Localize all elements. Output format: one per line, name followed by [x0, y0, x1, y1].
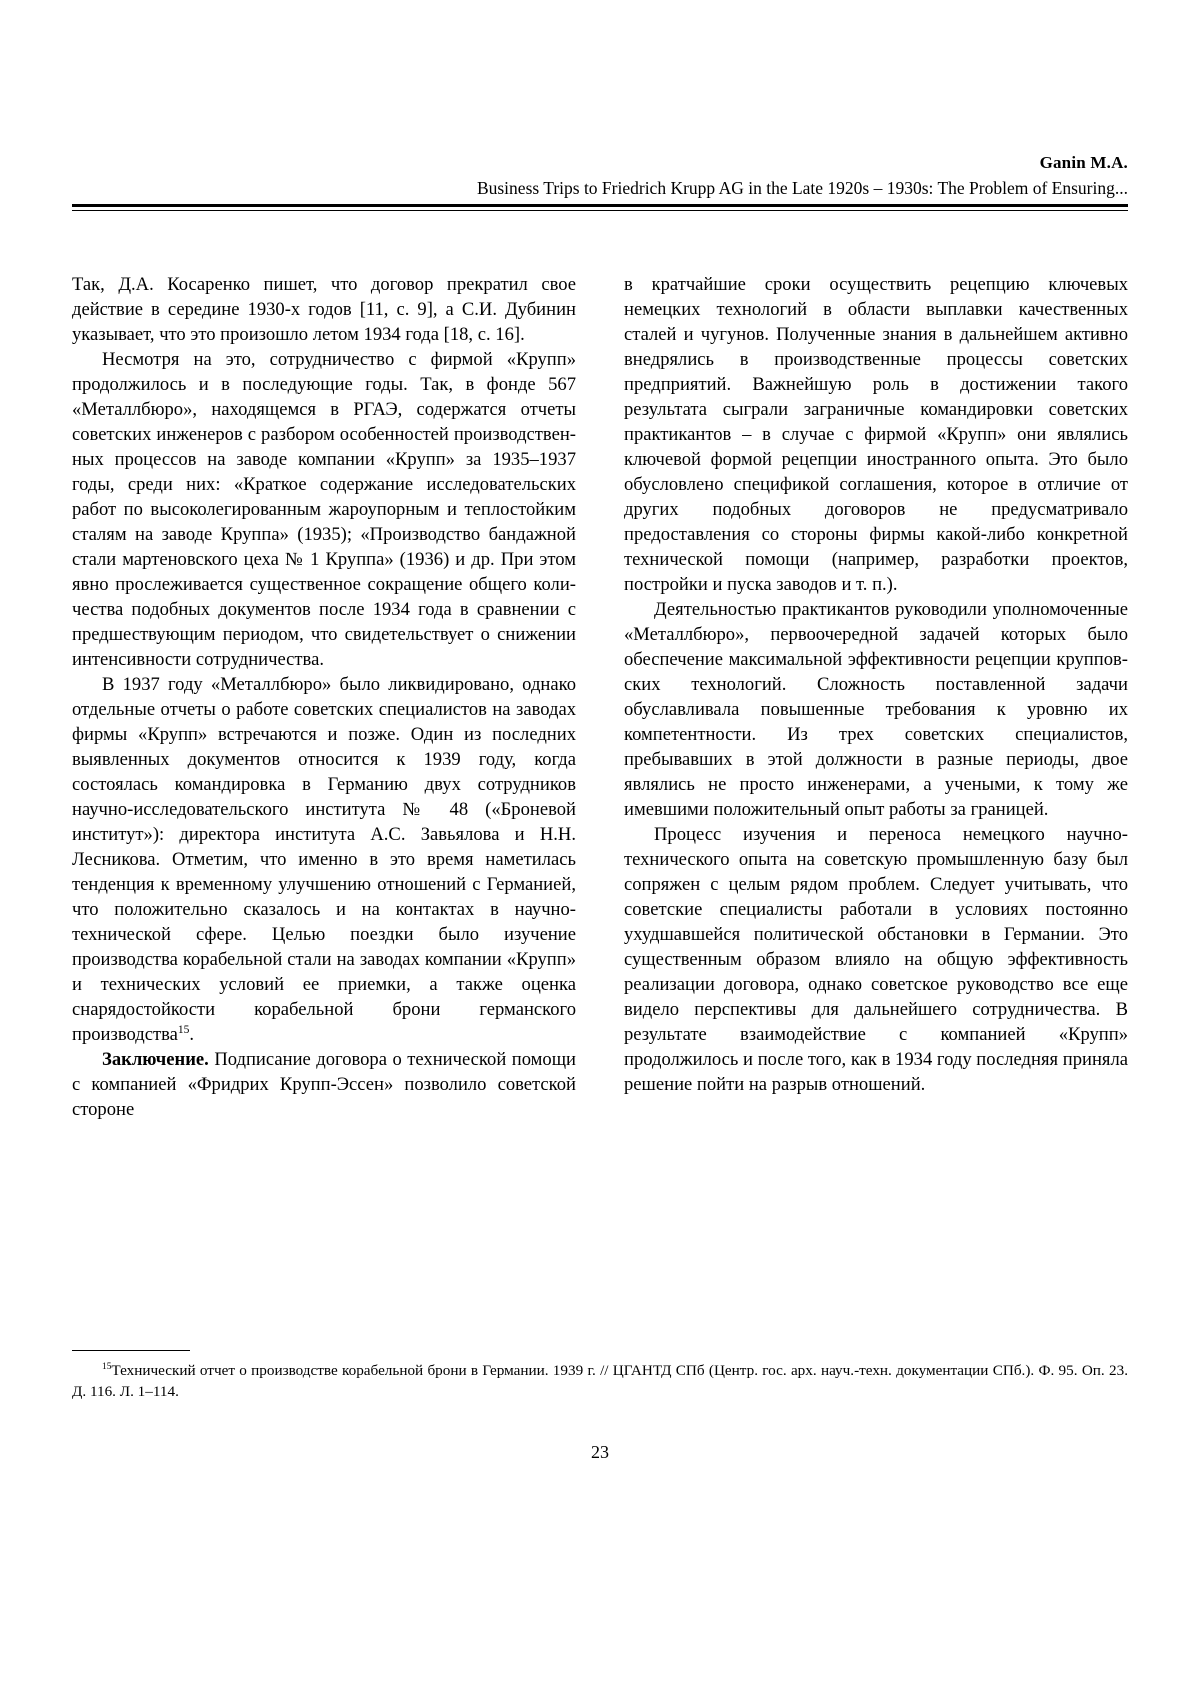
footnote-reference: 15	[177, 1023, 190, 1036]
running-head-title: Business Trips to Friedrich Krupp AG in the Late 1920s – 1930s: The Problem of Ensuring...	[476, 178, 1128, 199]
divider-thin-line	[72, 210, 1128, 212]
paragraph-text: В 1937 году «Металлбюро» было ликвидировано, однако отдельные отчеты о работе советских специалистов на заводах фирмы «Крупп» встречаются и позже. Один из последних выявленных документов относится к 1939 году, когда состоялась командировка в Германию двух сотрудников научно-исследовательского института № 48 («Броневой институт»): директора института А.С. Завьялова и Н.Н. Лесникова. Отметим, что именно в это время наметилась тенденция к временному улучшению отношений с Германией, что положительно сказалось и на контактах в научно-технической сфере. Целью поездки было изучение производства корабельной стали на заводах компании «Крупп» и технических условий ее приемки, а также оценка снарядостойкости корабельной брони германского производства	[72, 674, 576, 1045]
paragraph: Несмотря на это, сотрудничество с фирмой «Крупп» продолжилось и в последующие годы. Так, в фонде 567 «Металлбюро», находящемся в РГАЭ, содержатся отчеты советских инженеров с разбором особенностей производственных процессов на заводе компании «Крупп» за 1935–1937 годы, среди них: «Краткое содержание исследовательских работ по высоколегированным жароупорным и теплостойким сталям на заводе Круппа» (1935); «Производство бандажной стали мартеновского цеха № 1 Круппа» (1936) и др. При этом явно прослеживается существенное сокращение общего количества подобных документов после 1934 года в сравнении с предшествующим периодом, что свидетельствует о снижении интенсивности сотрудничества.	[72, 349, 576, 670]
two-column-body	[72, 272, 1128, 1122]
conclusion-heading: Заключение.	[102, 1049, 209, 1070]
right-column	[624, 272, 1128, 1122]
paragraph: Деятельностью практикантов руководили уполномоченные «Металлбюро», первоочередной задачей которых было обеспечение максимальной эффективности рецепции крупповских технологий. Сложность поставленной задачи обуславливала повышенные требования к уровню их компетентности. Из трех советских специалистов, пребывавших в этой должности в разные периоды, двое являлись не просто инженерами, а учеными, к тому же имевшими положительный опыт работы за границей.	[624, 599, 1128, 820]
left-column	[72, 272, 576, 1122]
running-head	[72, 152, 1128, 200]
conclusion-paragraph	[72, 1047, 576, 1122]
footnote-text: Технический отчет о производстве корабельной брони в Германии. 1939 г. // ЦГАНТД СПб (Центр. гос. арх. науч.-техн. документации СПб.). Ф. 95. Оп. 23. Д. 116. Л. 1–114.	[72, 1362, 1128, 1401]
paragraph: Так, Д.А. Косаренко пишет, что договор прекратил свое действие в середине 1930-х годов [11, с. 9], а С.И. Дубинин указывает, что это произошло летом 1934 года [18, с. 16].	[72, 274, 576, 345]
divider-thick-line	[72, 204, 1128, 207]
footnote-area	[72, 1350, 1128, 1403]
page-number: 23	[591, 1442, 609, 1462]
footnote-separator	[72, 1350, 190, 1351]
footnote	[72, 1361, 1128, 1402]
footnote-marker: 15	[102, 1362, 112, 1373]
paragraph: в кратчайшие сроки осуществить рецепцию ключевых немецких технологий в области выплавки качественных сталей и чугунов. Полученные знания в дальнейшем активно внедрялись в производственные процессы советских предприятий. Важнейшую роль в достижении такого результата сыграли заграничные командировки советских практикантов – в случае с фирмой «Крупп» они являлись ключевой формой рецепции иностранного опыта. Это было обусловлено спецификой соглашения, которое в отличие от других подобных договоров не предусматривало предоставления со стороны фирмы какой-либо конкретной технической помощи (например, разработки проектов, постройки и пуска заводов и т. п.).	[624, 274, 1128, 595]
paragraph: В 1937 году «Металлбюро» было ликвидировано, однако отдельные отчеты о работе советских специалистов на заводах фирмы «Крупп» встречаются и позже. Один из последних выявленных документов относится к 1939 году, когда состоялась командировка в Германию двух сотрудников научно-исследовательского института № 48 («Броневой институт»): директора института А.С. Завьялова и Н.Н. Лесникова. Отметим, что именно в это время наметилась тенденция к временному улучшению отношений с Германией, что положительно сказалось и на контактах в научно-технической сфере. Целью поездки было изучение производства корабельной стали на заводах компании «Крупп» и технических условий ее приемки, а также оценка снарядостойкости корабельной брони германского производства$^{15}$.	[72, 674, 576, 1045]
header-divider	[72, 204, 1128, 211]
paragraph: Процесс изучения и переноса немецкого научно-технического опыта на советскую промышленную базу был сопряжен с целым рядом проблем. Следует учитывать, что советские специалисты работали в условиях постоянно ухудшавшейся политической обстановки в Германии. Это существенным образом влияло на общую эффективность реализации договора, однако советское руководство все еще видело перспективы для дальнейшего сотрудничества. В результате взаимодействие с компанией «Крупп» продолжилось и после того, как в 1934 году последняя приняла решение пойти на разрыв отношений.	[624, 824, 1128, 1095]
conclusion-text: Подписание договора о технической помощи с компанией «Фридрих Крупп-Эссен» позволило советской стороне	[72, 1049, 576, 1120]
running-head-author: Ganin M.A.	[1039, 153, 1128, 172]
